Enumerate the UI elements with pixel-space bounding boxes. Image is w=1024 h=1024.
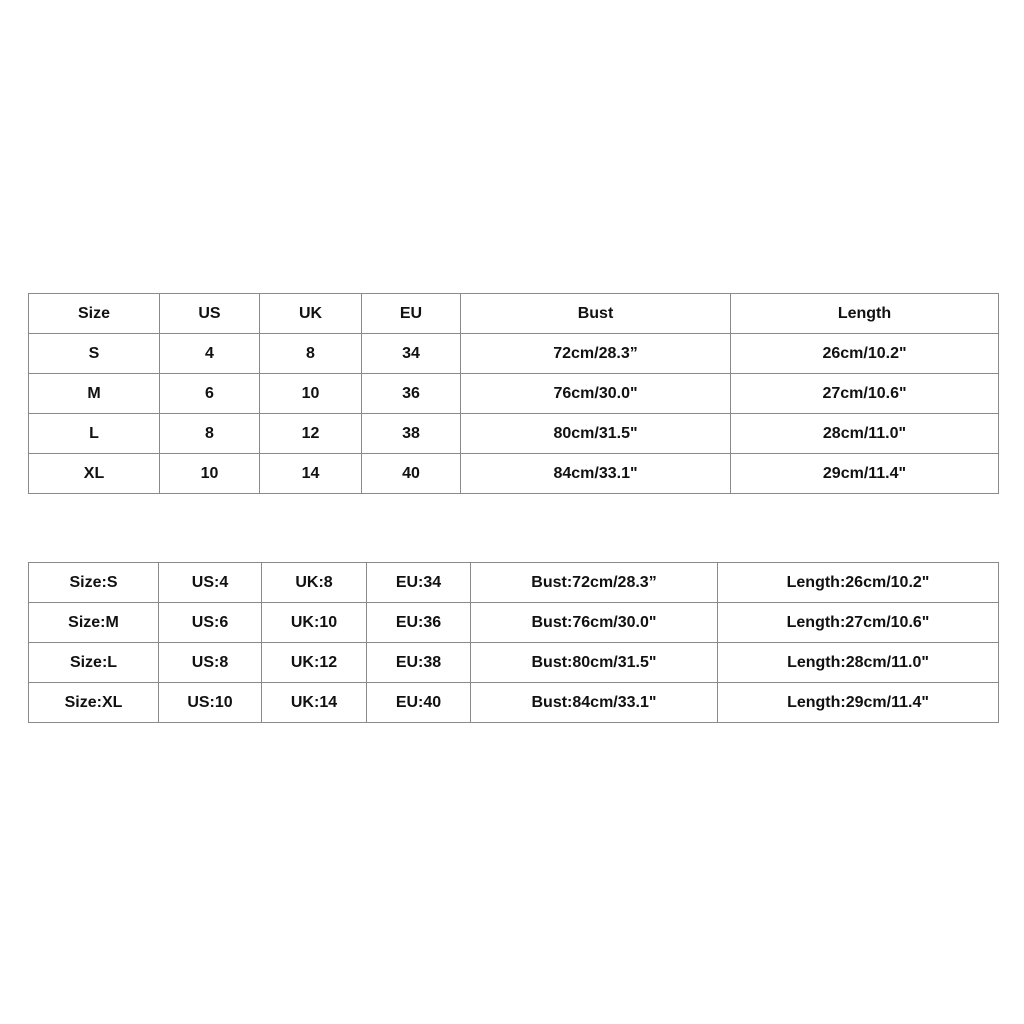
table-row [29,454,999,494]
table-cell: UK:14 [262,683,367,723]
table-cell: US:6 [159,603,262,643]
table-cell: EU:34 [367,563,471,603]
table-cell: Bust:84cm/33.1" [471,683,718,723]
header-cell-us: US [160,294,260,334]
table-row [29,374,999,414]
table-cell: 40 [362,454,461,494]
table-cell: EU:38 [367,643,471,683]
table-cell: Length:26cm/10.2" [718,563,999,603]
table-cell: S [29,334,160,374]
table-cell: UK:10 [262,603,367,643]
table-cell: 10 [260,374,362,414]
header-cell-length: Length [731,294,999,334]
table-cell: EU:40 [367,683,471,723]
table-cell: EU:36 [367,603,471,643]
table-cell: Size:S [29,563,159,603]
table-cell: 10 [160,454,260,494]
header-cell-eu: EU [362,294,461,334]
table-cell: US:10 [159,683,262,723]
table-row [29,643,999,683]
table-row [29,683,999,723]
table-row [29,603,999,643]
table-cell: Bust:80cm/31.5" [471,643,718,683]
table-cell: 8 [160,414,260,454]
table-cell: 8 [260,334,362,374]
table-cell: Bust:76cm/30.0" [471,603,718,643]
table-cell: Length:29cm/11.4" [718,683,999,723]
table-cell: UK:12 [262,643,367,683]
table-row [29,334,999,374]
table-cell: 26cm/10.2" [731,334,999,374]
table-cell: 72cm/28.3” [461,334,731,374]
table-cell: US:4 [159,563,262,603]
table-cell: 12 [260,414,362,454]
table-cell: 34 [362,334,461,374]
table-cell: UK:8 [262,563,367,603]
size-chart-table [28,293,999,494]
table-cell: Length:27cm/10.6" [718,603,999,643]
table-cell: L [29,414,160,454]
table-cell: 76cm/30.0" [461,374,731,414]
table-cell: 29cm/11.4" [731,454,999,494]
table-cell: 84cm/33.1" [461,454,731,494]
table-cell: Size:L [29,643,159,683]
table-cell: 6 [160,374,260,414]
table-cell: Size:XL [29,683,159,723]
table-cell: 14 [260,454,362,494]
table-cell: 28cm/11.0" [731,414,999,454]
size-chart-labeled-table [28,562,999,723]
header-cell-uk: UK [260,294,362,334]
table-row [29,563,999,603]
table-cell: 80cm/31.5" [461,414,731,454]
table-cell: 27cm/10.6" [731,374,999,414]
table-cell: Size:M [29,603,159,643]
table-cell: 36 [362,374,461,414]
header-cell-bust: Bust [461,294,731,334]
table-cell: XL [29,454,160,494]
table-header-row [29,294,999,334]
table-cell: 38 [362,414,461,454]
table-row [29,414,999,454]
header-cell-size: Size [29,294,160,334]
table-cell: US:8 [159,643,262,683]
table-cell: 4 [160,334,260,374]
table-cell: Length:28cm/11.0" [718,643,999,683]
table-cell: Bust:72cm/28.3” [471,563,718,603]
table-cell: M [29,374,160,414]
